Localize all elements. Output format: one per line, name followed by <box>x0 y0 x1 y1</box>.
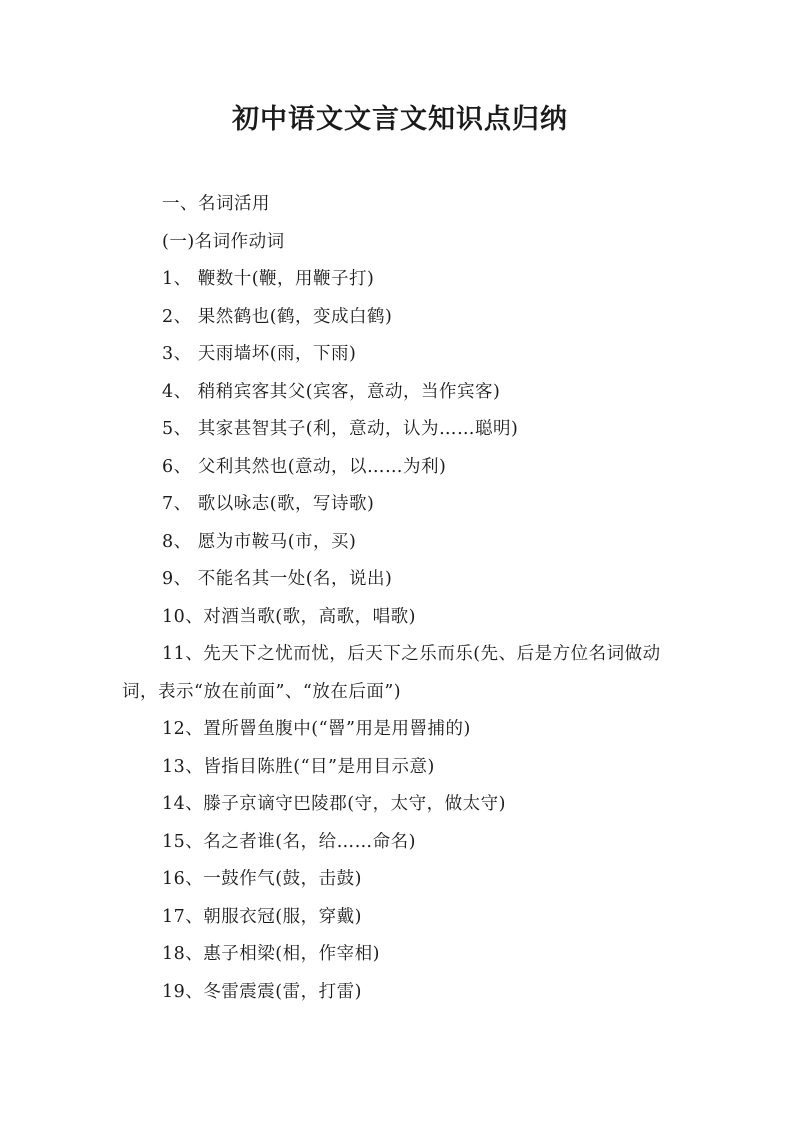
document-body <box>122 186 682 1011</box>
list-item: 1、 鞭数十(鞭，用鞭子打) <box>162 269 375 289</box>
list-item: 6、 父利其然也(意动，以……为利) <box>162 456 447 477</box>
list-item: 18、惠子相梁(相，作宰相) <box>162 944 380 964</box>
list-item: 2、 果然鹤也(鹤，变成白鹤) <box>162 306 393 327</box>
list-item: 9、 不能名其一处(名，说出) <box>162 569 393 589</box>
list-item: 12、置所罾鱼腹中(“罾”用是用罾捕的) <box>162 719 471 739</box>
document-title: 初中语文文言文知识点归纳 <box>232 104 568 135</box>
list-item: 10、对酒当歌(歌，高歌，唱歌) <box>162 606 416 627</box>
list-item: 4、 稍稍宾客其父(宾客，意动，当作宾客) <box>162 381 501 402</box>
list-item: 14、滕子京谪守巴陵郡(守，太守，做太守) <box>162 794 506 814</box>
list-item: 8、 愿为市鞍马(市，买) <box>162 531 357 552</box>
list-item: 7、 歌以咏志(歌，写诗歌) <box>162 494 375 514</box>
section-heading: 一、名词活用 <box>162 194 270 214</box>
list-item: 13、皆指目陈胜(“目”是用目示意) <box>162 756 435 777</box>
list-item: 3、 天雨墙坏(雨，下雨) <box>162 344 357 364</box>
list-item: 16、一鼓作气(鼓，击鼓) <box>162 869 362 889</box>
list-item: 11、先天下之忧而忧，后天下之乐而乐(先、后是方位名词做动词，表示“放在前面”、“放在后面”) <box>122 644 661 702</box>
list-item: 15、名之者谁(名，给……命名) <box>162 831 416 852</box>
list-item: 5、 其家甚智其子(利，意动，认为……聪明) <box>162 419 519 439</box>
list-item: 17、朝服衣冠(服，穿戴) <box>162 906 362 927</box>
subsection-heading: (一)名词作动词 <box>162 231 285 252</box>
list-item: 19、冬雷震震(雷，打雷) <box>162 981 362 1002</box>
